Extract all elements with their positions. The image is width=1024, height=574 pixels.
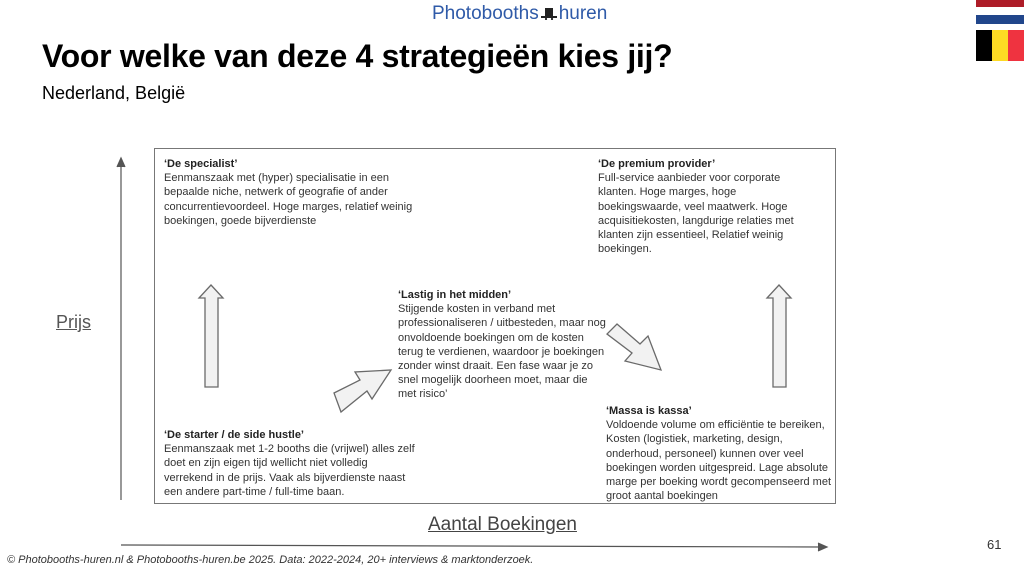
belgium-flag-icon xyxy=(976,30,1024,61)
quadrant-title: ‘De premium provider’ xyxy=(598,158,716,170)
footer-copyright: © Photobooths-huren.nl & Photobooths-huren.be 2025. Data: 2022-2024, 20+ interviews & marktonderzoek. xyxy=(7,554,534,566)
netherlands-flag-icon xyxy=(976,0,1024,24)
logo-text-right: huren xyxy=(558,3,608,24)
quadrant-specialist xyxy=(164,157,419,228)
page-title: Voor welke van deze 4 strategieën kies jij? xyxy=(42,38,673,74)
page-number: 61 xyxy=(987,537,1002,552)
quadrant-middle xyxy=(398,288,608,402)
quadrant-title: ‘Massa is kassa’ xyxy=(606,405,692,417)
y-axis-label: Prijs xyxy=(56,312,91,332)
brand-logo xyxy=(432,3,607,25)
x-axis-arrow xyxy=(121,543,827,551)
country-flags xyxy=(976,0,1024,62)
quadrant-starter xyxy=(164,428,419,499)
quadrant-title: ‘De specialist’ xyxy=(164,158,238,170)
page-subtitle: Nederland, België xyxy=(42,83,186,103)
quadrant-body: Full-service aanbieder voor corporate klanten. Hoge marges, hoge boekingswaarde, veel maatwerk. Hoge acquisitiekosten, langdurige relaties met klanten zijn essentieel, Relatief weinig boekingen. xyxy=(598,172,794,256)
x-axis-label: Aantal Boekingen xyxy=(428,514,577,535)
quadrant-body: Eenmanszaak met 1-2 booths die (vrijwel) alles zelf doet en zijn eigen tijd wellicht niet volledig verrekend in de prijs. Vaak als bijverdienste naast een andere part-time / full-time baan. xyxy=(164,443,415,498)
quadrant-title: ‘Lastig in het midden’ xyxy=(398,289,512,301)
top-hat-icon xyxy=(540,8,558,20)
quadrant-massa-is-kassa xyxy=(606,404,836,503)
quadrant-title: ‘De starter / de side hustle’ xyxy=(164,429,304,441)
quadrant-body: Eenmanszaak met (hyper) specialisatie in een bepaalde niche, netwerk of geografie of ander concurrentievoordeel. Hoge marges, relatief weinig boekingen, goede bijverdienste xyxy=(164,172,413,227)
quadrant-body: Voldoende volume om efficiëntie te bereiken, Kosten (logistiek, marketing, design, onderhoud, personeel) kunnen over veel boekingen worden uitgespreid. Lage absolute marge per boeking wordt gecompenseerd met groot aantal boekingen xyxy=(606,419,832,503)
y-axis-arrow xyxy=(117,158,125,500)
logo-text-left: Photobooths xyxy=(432,3,539,24)
quadrant-body: Stijgende kosten in verband met professionaliseren / uitbesteden, maar nog onvoldoende boekingen om de kosten terug te verdienen, waardoor je boekingen zonder winst draait. Een fase waar je zo snel mogelijk doorheen moet, maar die met risico’ xyxy=(398,303,606,401)
quadrant-premium-provider xyxy=(598,157,813,256)
